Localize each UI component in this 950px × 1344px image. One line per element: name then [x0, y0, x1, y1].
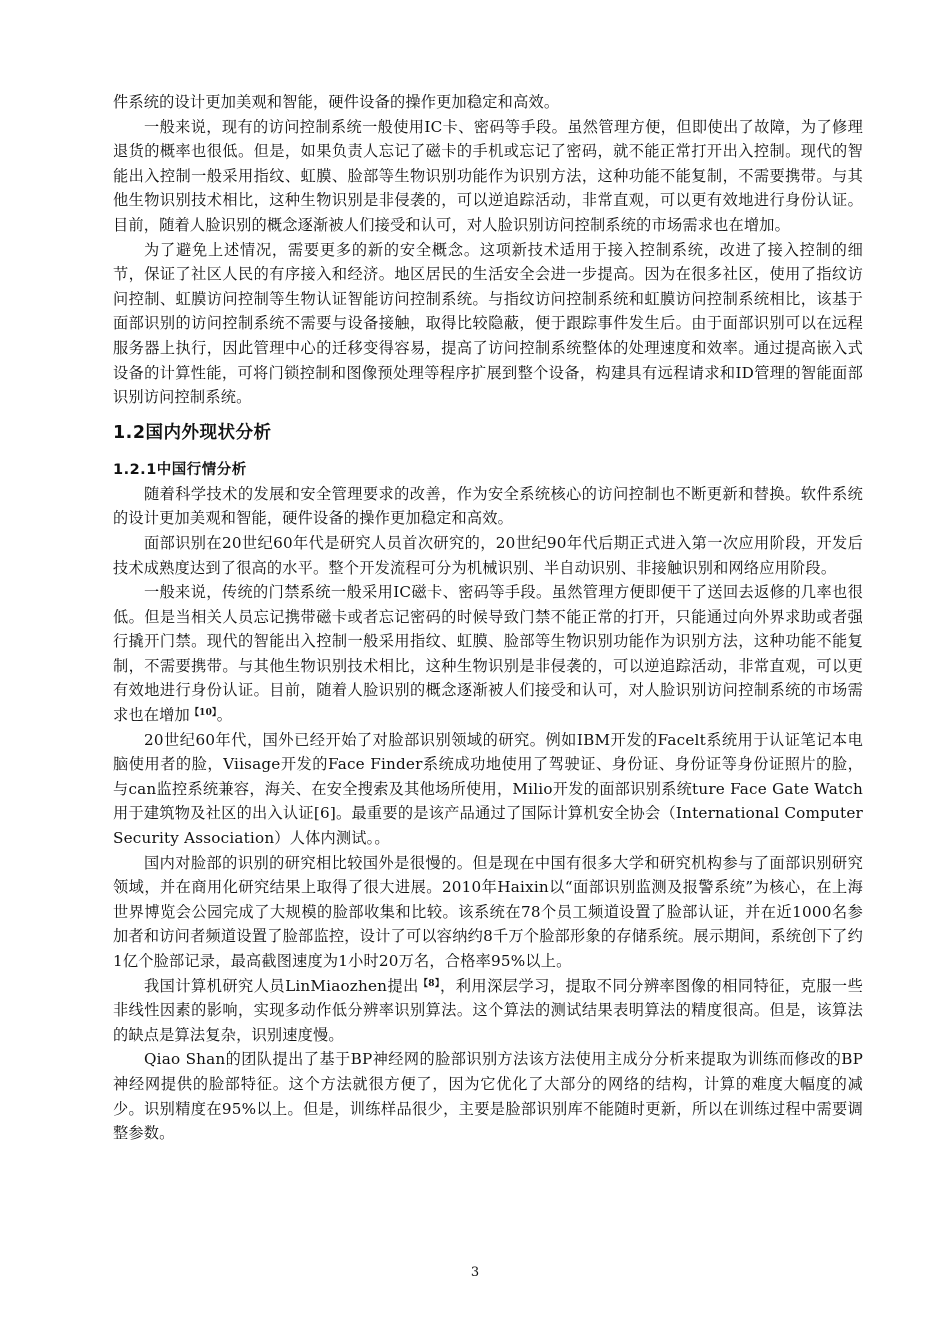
body-paragraph: 为了避免上述情况，需要更多的新的安全概念。这项新技术适用于接入控制系统，改进了接入控制的细节，保证了社区人民的有序接入和经济。地区居民的生活安全会进一步提高。因为在很多社区，使用了指纹访问控制、虹膜访问控制等生物认证智能访问控制系统。与指纹访问控制系统和虹膜访问控制系统相比，该基于面部识别的访问控制系统不需要与设备接触，取得比较隐蔽，便于跟踪事件发生后。由于面部识别可以在远程服务器上执行，因此管理中心的迁移变得容易，提高了访问控制系统整体的处理速度和效率。通过提高嵌入式设备的计算性能，可将门锁控制和图像预处理等程序扩展到整个设备，构建具有远程请求和ID管理的智能面部识别访问控制系统。: [113, 240, 863, 407]
paragraph-text: ，利用深层学习，提取不同分辨率图像的相同特征，克服一些非线性因素的影响，实现多动作低分辨率识别算法。这个算法的测试结果表明算法的精度很高。但是，该算法的缺点是算法复杂，识别速度慢。: [113, 976, 863, 1044]
body-paragraph: 件系统的设计更加美观和智能，硬件设备的操作更加稳定和高效。: [113, 93, 560, 111]
paragraph-text: 一般来说，传统的门禁系统一般采用IC磁卡、密码等手段。虽然管理方便即便干了送回去返修的几率也很低。但是当相关人员忘记携带磁卡或者忘记密码的时候导致门禁不能正常的打开，只能通过向外界求助或者强行撬开门禁。现代的智能出入控制一般采用指纹、虹膜、脸部等生物识别功能作为识别方法，这种功能不能复制，不需要携带。与其他生物识别技术相比，这种生物识别是非侵袭的，可以逆追踪活动，非常直观，可以更有效地进行身份认证。目前，随着人脸识别的概念逐渐被人们接受和认可，对人脸识别访问控制系统的市场需求也在增加: [113, 583, 863, 725]
section-heading: 1.2国内外现状分析: [113, 422, 272, 443]
body-paragraph: 20世纪60年代，国外已经开始了对脸部识别领域的研究。例如IBM开发的Facelt系统用于认证笔记本电脑使用者的脸，Viisage开发的Face Finder系统成功地使用了驾驶证、身份证、身份证等身份证照片的脸，与can监控系统兼容，海关、在安全搜索及其他场所使用，Milio开发的面部识别系统ture Face Gate Watch用于建筑物及社区的出入认证[6]。最重要的是该产品通过了国际计算机安全协会（International Computer Security Association）人体内测试。。: [113, 730, 863, 848]
paragraph-head: 我国计算机研究人员LinMiaozhen提出: [144, 976, 419, 995]
body-paragraph: [113, 974, 863, 1048]
page-body: [113, 90, 863, 1146]
paragraph-tail: 。: [216, 706, 233, 725]
body-paragraph: [113, 580, 863, 728]
body-paragraph: 面部识别在20世纪60年代是研究人员首次研究的，20世纪90年代后期正式进入第一次应用阶段，开发后技术成熟度达到了很高的水平。整个开发流程可分为机械识别、半自动识别、非接触识别和网络应用阶段。: [113, 533, 863, 577]
body-paragraph: 国内对脸部的识别的研究相比较国外是很慢的。但是现在中国有很多大学和研究机构参与了面部识别研究领域，并在商用化研究结果上取得了很大进展。2010年Haixin以“面部识别监测及报警系统”为核心，在上海世界博览会公园完成了大规模的脸部收集和比较。该系统在78个员工频道设置了脸部认证，并在近1000名参加者和访问者频道设置了脸部监控，设计了可以容纳约8千万个脸部形象的存储系统。展示期间，系统创下了约1亿个脸部记录，最高截图速度为1小时20万名，合格率95%以上。: [113, 853, 863, 970]
citation-ref: 【10】: [189, 708, 217, 719]
citation-ref: 【8】: [418, 978, 441, 989]
page-number: 3: [470, 1265, 480, 1280]
body-paragraph: 一般来说，现有的访问控制系统一般使用IC卡、密码等手段。虽然管理方便，但即使出了故障，为了修理退货的概率也很低。但是，如果负责人忘记了磁卡的手机或忘记了密码，就不能正常打开出入控制。现代的智能出入控制一般采用指纹、虹膜、脸部等生物识别功能作为识别方法，这种功能不能复制，不需要携带。与其他生物识别技术相比，这种生物识别是非侵袭的，可以逆追踪活动，非常直观，可以更有效地进行身份认证。目前，随着人脸识别的概念逐渐被人们接受和认可，对人脸识别访问控制系统的市场需求也在增加。: [113, 117, 863, 234]
body-paragraph: Qiao Shan的团队提出了基于BP神经网的脸部识别方法该方法使用主成分分析来提取为训练而修改的BP神经网提供的脸部特征。这个方法就很方便了，因为它优化了大部分的网络的结构，计算的难度大幅度的减少。识别精度在95%以上。但是，训练样品很少，主要是脸部识别库不能随时更新，所以在训练过程中需要调整参数。: [113, 1050, 863, 1143]
subsection-heading: 1.2.1中国行情分析: [113, 461, 247, 478]
body-paragraph: 随着科学技术的发展和安全管理要求的改善，作为安全系统核心的访问控制也不断更新和替换。软件系统的设计更加美观和智能，硬件设备的操作更加稳定和高效。: [113, 484, 863, 528]
